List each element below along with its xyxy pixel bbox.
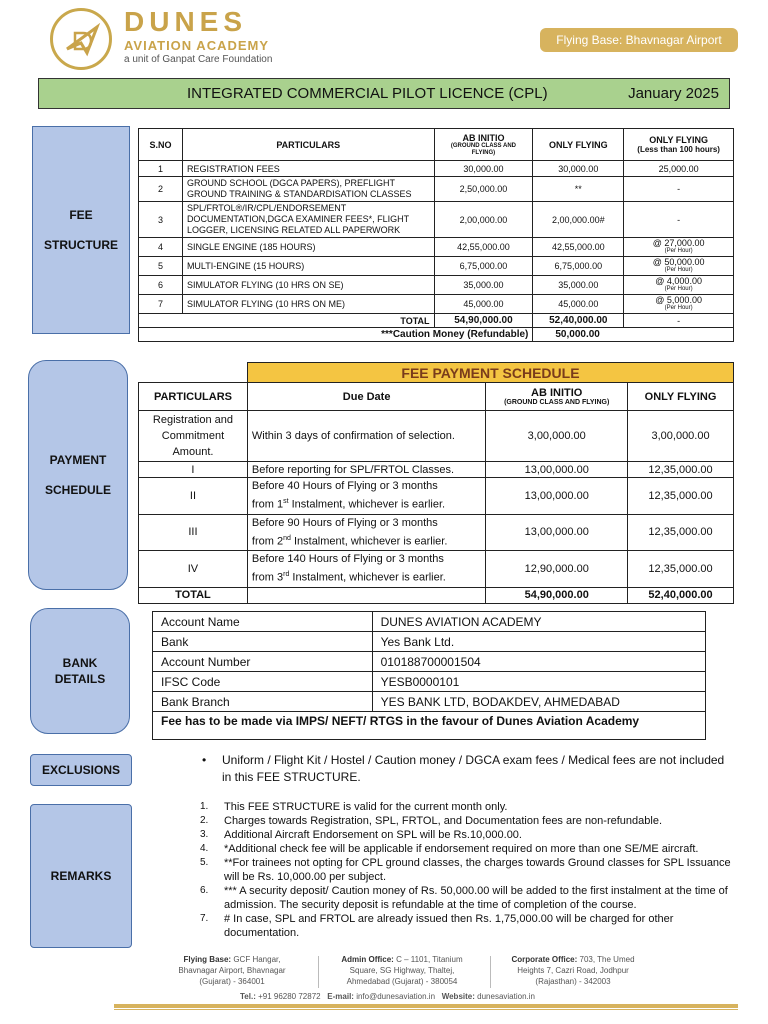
month-label: January 2025 — [628, 85, 719, 102]
exclusions-label: EXCLUSIONS — [30, 754, 132, 786]
bank-details-label: BANK DETAILS — [30, 608, 130, 734]
remarks-list — [200, 800, 734, 940]
col-ab-initio: AB INITIO (GROUND CLASS AND FLYING) — [434, 129, 533, 161]
brand-name: DUNES — [124, 6, 248, 37]
table-row: Registration and Commitment Amount. Within 3 days of confirmation of selection. 3,00,000.00 3,00,000.00 — [139, 411, 734, 462]
table-row: IV Before 140 Hours of Flying or 3 months from 3rd Instalment, whichever is earlier. 12,90,000.00 12,35,000.00 — [139, 551, 734, 588]
website-link[interactable]: dunesaviation.in — [477, 992, 535, 1001]
list-item: 3. Additional Aircraft Endorsement on SPL will be Rs.10,000.00. — [200, 829, 522, 841]
logo-emblem — [50, 8, 112, 70]
remarks-label: REMARKS — [30, 804, 132, 948]
col-only-flying: ONLY FLYING — [533, 129, 624, 161]
exclusions-text: • Uniform / Flight Kit / Hostel / Caution money / DGCA exam fees / Medical fees are not included in this FEE STRUCTURE. — [202, 753, 725, 784]
plane-logo-icon — [61, 19, 103, 61]
table-row: Bank Yes Bank Ltd. — [153, 632, 706, 652]
table-row: 1 REGISTRATION FEES 30,000.00 30,000.00 25,000.00 — [139, 161, 734, 177]
table-row: III Before 90 Hours of Flying or 3 months from 2nd Instalment, whichever is earlier. 13,00,000.00 12,35,000.00 — [139, 514, 734, 551]
title-bar — [38, 78, 730, 109]
total-row: TOTAL 54,90,000.00 52,40,000.00 - — [139, 314, 734, 328]
table-row: 4 SINGLE ENGINE (185 HOURS) 42,55,000.00 42,55,000.00 @ 27,000.00 (Per Hour) — [139, 238, 734, 257]
schedule-header-row: PARTICULARS Due Date AB INITIO (GROUND CLASS AND FLYING) ONLY FLYING — [139, 383, 734, 411]
footer-rule — [114, 1004, 738, 1008]
fee-label-line2: STRUCTURE — [44, 238, 118, 252]
bank-details-table — [152, 611, 706, 740]
col-only-flying-less: ONLY FLYING (Less than 100 hours) — [624, 129, 734, 161]
footer-admin-office: Admin Office: C – 1101, Titanium Square, SG Highway, Thaltej, Ahmedabad (Gujarat) - 380054 — [341, 955, 463, 986]
col-particulars: PARTICULARS — [182, 129, 434, 161]
table-row: 3 SPL/FRTOL®/IR/CPL/ENDORSEMENT DOCUMENTATION,DGCA EXAMINER FEES*, FLIGHT LOGGER, LICENSING RELATED ALL PAPERWORK 2,00,000.00 2,00,000.00# - — [139, 202, 734, 238]
fee-header-row — [139, 129, 734, 161]
table-row: 7 SIMULATOR FLYING (10 HRS ON ME) 45,000.00 45,000.00 @ 5,000.00 (Per Hour) — [139, 295, 734, 314]
list-item: 6. *** A security deposit/ Caution money of Rs. 50,000.00 will be added to the first instalment at the time of admission. The security deposit is refundable at the time of completion of the course. — [200, 885, 728, 911]
list-item: 1. This FEE STRUCTURE is valid for the current month only. — [200, 801, 508, 813]
fee-label-line1: FEE — [69, 208, 93, 222]
page-title: INTEGRATED COMMERCIAL PILOT LICENCE (CPL) — [187, 85, 548, 102]
table-row: 5 MULTI-ENGINE (15 HOURS) 6,75,000.00 6,75,000.00 @ 50,000.00 (Per Hour) — [139, 257, 734, 276]
bank-note-row: Fee has to be made via IMPS/ NEFT/ RTGS in the favour of Dunes Aviation Academy — [153, 712, 706, 740]
fee-structure-table — [138, 128, 734, 342]
brand-subtitle: AVIATION ACADEMY — [124, 38, 270, 53]
total-row: TOTAL 54,90,000.00 52,40,000.00 — [139, 587, 734, 603]
payment-schedule-table — [138, 362, 734, 604]
col-sno: S.NO — [139, 129, 183, 161]
table-row: 6 SIMULATOR FLYING (10 HRS ON SE) 35,000.00 35,000.00 @ 4,000.00 (Per Hour) — [139, 276, 734, 295]
fee-structure-label — [32, 126, 130, 334]
table-row: I Before reporting for SPL/FRTOL Classes. 13,00,000.00 12,35,000.00 — [139, 462, 734, 478]
footer-flying-base: Flying Base: GCF Hangar, Bhavnagar Airport, Bhavnagar (Gujarat) - 364001 — [178, 955, 286, 986]
footer-rule-thin — [114, 1009, 738, 1010]
footer-corporate-office: Corporate Office: 703, The Umed Heights 7, Cazri Road, Jodhpur (Rajasthan) - 342003 — [511, 955, 635, 986]
list-item: 4. *Additional check fee will be applicable if endorsement required on more than one SE/ME aircraft. — [200, 843, 699, 855]
schedule-title: FEE PAYMENT SCHEDULE — [247, 363, 733, 383]
table-row: 2 GROUND SCHOOL (DGCA PAPERS), PREFLIGHT GROUND TRAINING & STANDARDISATION CLASSES 2,50,000.00 ** - — [139, 177, 734, 202]
table-row: Account Number 010188700001504 — [153, 652, 706, 672]
table-row: II Before 40 Hours of Flying or 3 months from 1st Instalment, whichever is earlier. 13,00,000.00 12,35,000.00 — [139, 478, 734, 515]
list-item: 5. **For trainees not opting for CPL ground classes, the charges towards Ground classes for SPL Issuance will be Rs. 10,000.00 per subject. — [200, 857, 731, 883]
caution-row: ***Caution Money (Refundable) 50,000.00 — [139, 328, 734, 342]
list-item: 7. # In case, SPL and FRTOL are already issued then Rs. 1,75,000.00 will be charged for other documentation. — [200, 913, 674, 939]
table-row: Account Name DUNES AVIATION ACADEMY — [153, 612, 706, 632]
flying-base-badge: Flying Base: Bhavnagar Airport — [540, 28, 738, 52]
footer-contact: Tel.: +91 96280 72872 E-mail: info@dunesaviation.in Website: dunesaviation.in — [240, 992, 535, 1001]
table-row: IFSC Code YESB0000101 — [153, 672, 706, 692]
brand-tagline: a unit of Ganpat Care Foundation — [124, 54, 273, 65]
list-item: 2. Charges towards Registration, SPL, FRTOL, and Documentation fees are non-refundable. — [200, 815, 663, 827]
bullet-icon: • — [202, 753, 207, 767]
table-row: Bank Branch YES BANK LTD, BODAKDEV, AHMEDABAD — [153, 692, 706, 712]
payment-schedule-label: PAYMENT SCHEDULE — [28, 360, 128, 590]
phone-link[interactable]: +91 96280 72872 — [258, 992, 321, 1001]
email-link[interactable]: info@dunesaviation.in — [356, 992, 436, 1001]
